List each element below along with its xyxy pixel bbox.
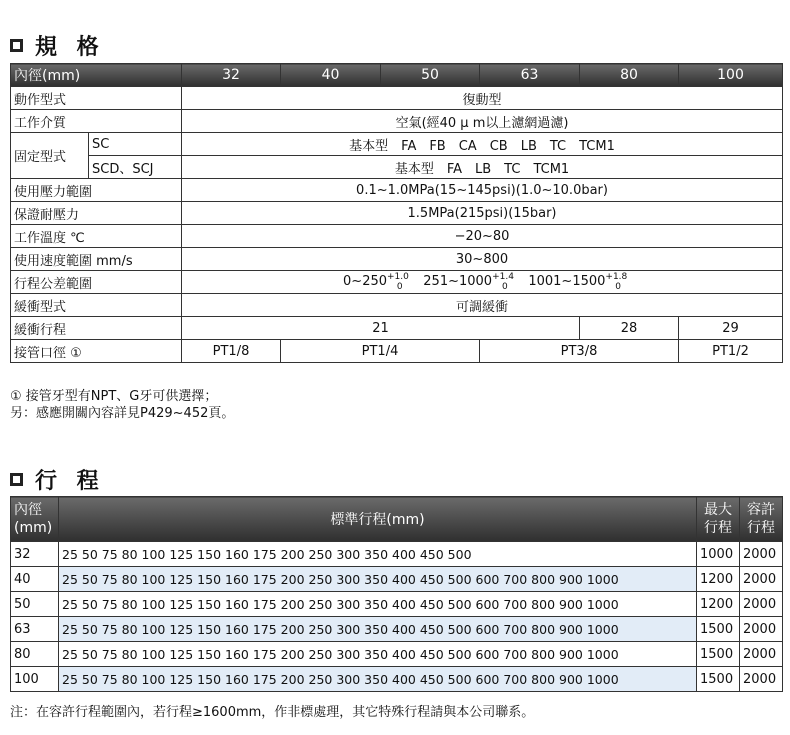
stroke-max-header: 最大 行程 <box>697 497 740 542</box>
square-bullet-icon <box>10 39 23 52</box>
mount-sc-value: 基本型 FA FB CA CB LB TC TCM1 <box>182 133 783 156</box>
bore-50-header: 50 <box>381 64 480 87</box>
stroke-std-cell: 25 50 75 80 100 125 150 160 175 200 250 300 350 400 450 500 600 700 800 900 1000 <box>59 667 697 692</box>
stroke-allow-cell: 2000 <box>740 592 783 617</box>
mount-label: 固定型式 <box>11 133 89 179</box>
pressure-value: 0.1~1.0MPa(15~145psi)(1.0~10.0bar) <box>182 179 783 202</box>
cushion-type-value: 可調緩衝 <box>182 294 783 317</box>
spec-section-title <box>10 30 105 61</box>
tolerance-lower-2: 0 <box>501 281 508 292</box>
pressure-label: 使用壓力範圍 <box>11 179 182 202</box>
stroke-std-cell: 25 50 75 80 100 125 150 160 175 200 250 300 350 400 450 500 <box>59 542 697 567</box>
bore-80-header: 80 <box>580 64 679 87</box>
mount-scd-row <box>11 156 783 179</box>
stroke-allow-cell: 2000 <box>740 617 783 642</box>
cushion-type-row <box>11 294 783 317</box>
bore-32-header: 32 <box>182 64 281 87</box>
cushion-stroke-row <box>11 317 783 340</box>
tolerance-lower-1: 0 <box>396 281 403 292</box>
medium-label: 工作介質 <box>11 110 182 133</box>
cushion-stroke-100: 29 <box>679 317 783 340</box>
mount-scd-value: 基本型 FA LB TC TCM1 <box>182 156 783 179</box>
tolerance-lower-3: 0 <box>615 281 621 292</box>
proof-label: 保證耐壓力 <box>11 202 182 225</box>
table-row <box>11 542 783 567</box>
mount-sc-row <box>11 133 783 156</box>
temp-label: 工作溫度 ℃ <box>11 225 182 248</box>
proof-row <box>11 202 783 225</box>
port-63-80: PT3/8 <box>480 340 679 363</box>
spec-notes <box>10 388 234 422</box>
table-row <box>11 642 783 667</box>
port-32: PT1/8 <box>182 340 281 363</box>
bore-header: 內徑(mm) <box>11 64 182 87</box>
action-row <box>11 87 783 110</box>
medium-row <box>11 110 783 133</box>
stroke-bore-cell: 63 <box>11 617 59 642</box>
mount-sc-label: SC <box>89 133 182 156</box>
stroke-bore-cell: 32 <box>11 542 59 567</box>
table-row <box>11 617 783 642</box>
proof-value: 1.5MPa(215psi)(15bar) <box>182 202 783 225</box>
spec-table <box>10 63 783 363</box>
stroke-bore-cell: 40 <box>11 567 59 592</box>
spec-note-1: ① 接管牙型有NPT、G牙可供選擇； <box>10 389 218 404</box>
spec-title-text: 規 格 <box>35 35 105 60</box>
cushion-stroke-label: 緩衝行程 <box>11 317 182 340</box>
stroke-max-cell: 1200 <box>697 592 740 617</box>
bore-100-header: 100 <box>679 64 783 87</box>
speed-label: 使用速度範圍 mm/s <box>11 248 182 271</box>
stroke-std-cell: 25 50 75 80 100 125 150 160 175 200 250 300 350 400 450 500 600 700 800 900 1000 <box>59 567 697 592</box>
bore-63-header: 63 <box>480 64 580 87</box>
stroke-section-title <box>10 464 105 495</box>
stroke-allow-cell: 2000 <box>740 567 783 592</box>
tolerance-upper-2: +1.4 <box>492 272 514 283</box>
medium-value: 空氣(經40 μ m以上濾網過濾) <box>182 110 783 133</box>
cushion-type-label: 緩衝型式 <box>11 294 182 317</box>
tolerance-range-3: 1001~1500 <box>528 274 606 290</box>
stroke-allow-cell: 2000 <box>740 667 783 692</box>
speed-value: 30~800 <box>182 248 783 271</box>
port-label: 接管口徑 ① <box>11 340 182 363</box>
port-row <box>11 340 783 363</box>
stroke-allow-header: 容許 行程 <box>740 497 783 542</box>
tolerance-row <box>11 271 783 294</box>
table-row <box>11 592 783 617</box>
stroke-max-cell: 1200 <box>697 567 740 592</box>
action-label: 動作型式 <box>11 87 182 110</box>
temp-value: −20~80 <box>182 225 783 248</box>
port-100: PT1/2 <box>679 340 783 363</box>
mount-scd-label: SCD、SCJ <box>89 156 182 179</box>
stroke-std-cell: 25 50 75 80 100 125 150 160 175 200 250 300 350 400 450 500 600 700 800 900 1000 <box>59 617 697 642</box>
temp-row <box>11 225 783 248</box>
speed-row <box>11 248 783 271</box>
tolerance-range-1: 0~250 <box>343 274 388 290</box>
tolerance-upper-1: +1.0 <box>387 272 409 283</box>
stroke-header-row <box>11 497 783 542</box>
action-value: 復動型 <box>182 87 783 110</box>
stroke-max-cell: 1500 <box>697 642 740 667</box>
stroke-max-cell: 1000 <box>697 542 740 567</box>
pressure-row <box>11 179 783 202</box>
stroke-max-cell: 1500 <box>697 617 740 642</box>
stroke-bore-cell: 100 <box>11 667 59 692</box>
tolerance-upper-3: +1.8 <box>605 272 628 283</box>
tolerance-range-2: 251~1000 <box>423 274 493 290</box>
bore-40-header: 40 <box>281 64 381 87</box>
stroke-std-header: 標準行程(mm) <box>59 497 697 542</box>
spec-note-2: 另：感應開關內容詳見P429~452頁。 <box>10 406 235 421</box>
stroke-max-cell: 1500 <box>697 667 740 692</box>
table-row <box>11 567 783 592</box>
stroke-std-cell: 25 50 75 80 100 125 150 160 175 200 250 300 350 400 450 500 600 700 800 900 1000 <box>59 592 697 617</box>
tolerance-label: 行程公差範圍 <box>11 271 182 294</box>
table-row <box>11 667 783 692</box>
stroke-bore-header: 內徑 (mm) <box>11 497 59 542</box>
cushion-stroke-80: 28 <box>580 317 679 340</box>
stroke-title-text: 行 程 <box>35 469 105 494</box>
square-bullet-icon <box>10 473 23 486</box>
stroke-note: 注：在容許行程範圍內，若行程≥1600mm，作非標處理，其它特殊行程請與本公司聯系。 <box>10 705 535 720</box>
spec-header-row <box>11 64 783 87</box>
stroke-allow-cell: 2000 <box>740 642 783 667</box>
stroke-std-cell: 25 50 75 80 100 125 150 160 175 200 250 300 350 400 450 500 600 700 800 900 1000 <box>59 642 697 667</box>
stroke-bore-cell: 50 <box>11 592 59 617</box>
stroke-allow-cell: 2000 <box>740 542 783 567</box>
stroke-table <box>10 496 783 692</box>
port-40-50: PT1/4 <box>281 340 480 363</box>
tolerance-value <box>182 271 783 294</box>
stroke-bore-cell: 80 <box>11 642 59 667</box>
cushion-stroke-32-63: 21 <box>182 317 580 340</box>
